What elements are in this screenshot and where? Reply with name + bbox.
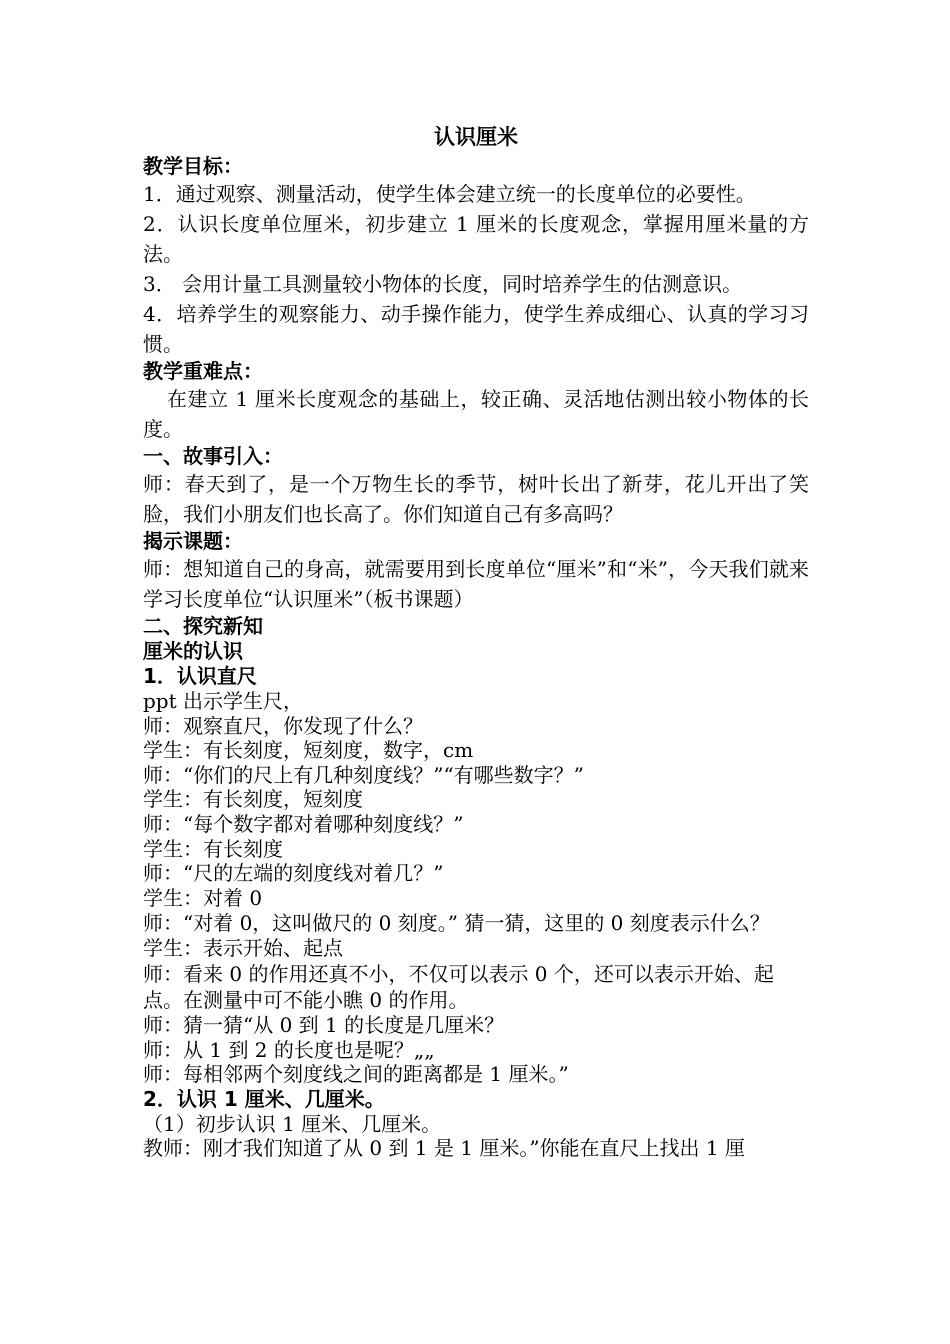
dialogue-line: 师：“每个数字都对着哪种刻度线？” (143, 811, 464, 836)
dialogue-line: 师：看来 0 的作用还真不小，不仅可以表示 0 个，还可以表示开始、起点。在测量中可不能小瞧 0 的作用。 (143, 961, 774, 1012)
dialogue-line: 师：每相邻两个刻度线之间的距离都是 1 厘米。” (143, 1062, 569, 1087)
goals-heading: 教学目标： (143, 154, 243, 178)
dialogue-line: 师：“尺的左端的刻度线对着几？” (143, 861, 444, 886)
goal-item: 4．培养学生的观察能力、动手操作能力，使学生养成细心、认真的学习习惯。 (143, 302, 809, 356)
dialogue-line: 师：观察直尺，你发现了什么？ (143, 713, 423, 738)
goal-item: 2．认识长度单位厘米，初步建立 1 厘米的长度观念，掌握用厘米量的方法。 (143, 212, 809, 266)
document-page (143, 120, 809, 1161)
cm-heading: 厘米的认识 (143, 639, 243, 663)
dialogue-line: 学生：有长刻度 (143, 836, 283, 861)
dialogue-line: 学生：表示开始、起点 (143, 936, 343, 961)
reveal-text: 师：想知道自己的身高，就需要用到长度单位“厘米”和“米”，今天我们就来学习长度单位“认识厘米”（板书课题） (143, 557, 809, 611)
know-line: （1）初步认识 1 厘米、几厘米。 (143, 1111, 442, 1136)
dialogue-line: 师：猜一猜“从 0 到 1 的长度是几厘米？ (143, 1012, 505, 1037)
key-points-text: 在建立 1 厘米长度观念的基础上，较正确、灵活地估测出较小物体的长度。 (143, 387, 809, 441)
ruler-heading: 1．认识直尺 (143, 664, 257, 688)
dialogue-line: 学生：有长刻度，短刻度 (143, 787, 363, 812)
dialogue-line: 师：“对着 0，这叫做尺的 0 刻度。” 猜一猜，这里的 0 刻度表示什么？ (143, 911, 770, 936)
goal-item: 1．通过观察、测量活动，使学生体会建立统一的长度单位的必要性。 (143, 182, 756, 206)
explore-heading: 二、探究新知 (143, 614, 263, 638)
dialogue-line: 师：“你们的尺上有几种刻度线？”“有哪些数字？” (143, 762, 584, 787)
dialogue-line: 学生：对着 0 (143, 885, 263, 910)
dialogue-line: 师：从 1 到 2 的长度也是呢？„„ (143, 1037, 435, 1062)
dialogue-line: ppt 出示学生尺， (143, 689, 303, 713)
know-heading: 2．认识 1 厘米、几厘米。 (143, 1086, 385, 1111)
reveal-heading: 揭示课题： (143, 529, 243, 553)
know-line: 教师：刚才我们知道了从 0 到 1 是 1 厘米。”你能在直尺上找出 1 厘 (143, 1136, 745, 1161)
goal-item: 3． 会用计量工具测量较小物体的长度，同时培养学生的估测意识。 (143, 272, 743, 296)
page-title: 认识厘米 (434, 125, 518, 149)
intro-heading: 一、故事引入： (143, 444, 283, 468)
key-points-heading: 教学重难点： (143, 359, 263, 383)
intro-text: 师：春天到了，是一个万物生长的季节，树叶长出了新芽，花儿开出了笑脸，我们小朋友们也长高了。你们知道自己有多高吗？ (143, 472, 809, 526)
dialogue-line: 学生：有长刻度，短刻度，数字，cm (143, 738, 474, 763)
